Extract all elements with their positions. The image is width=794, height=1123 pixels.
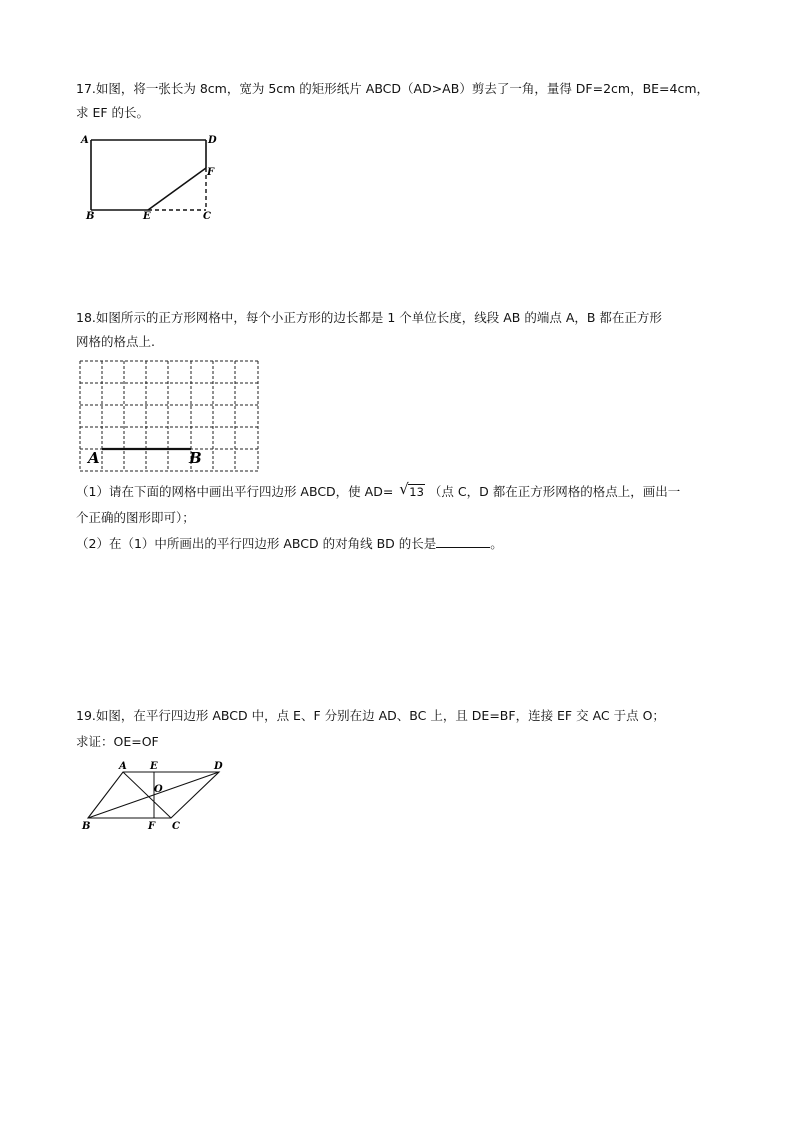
q18-text-line1: 18.如图所示的正方形网格中，每个小正方形的边长都是 1 个单位长度，线段 AB 的端点 A，B 都在正方形 — [76, 310, 662, 325]
q18-grid-figure — [78, 359, 262, 475]
q19-label-e: E — [150, 761, 158, 772]
q19-label-o: O — [154, 784, 163, 795]
q17-label-a: A — [81, 135, 89, 146]
q18-grid-lines — [80, 361, 258, 471]
q18-part1-text-before: （1）请在下面的网格中画出平行四边形 ABCD，使 AD= — [76, 484, 394, 499]
q17-label-e: E — [143, 211, 151, 222]
q17-text-line2: 求 EF 的长。 — [76, 105, 150, 120]
q19-label-c: C — [172, 821, 180, 832]
q17-label-f: F — [207, 167, 215, 178]
q17-rectangle-figure — [78, 130, 223, 222]
q19-label-f: F — [148, 821, 156, 832]
q18-text-line2: 网格的格点上. — [76, 334, 155, 349]
q18-part1-line1 — [76, 480, 681, 500]
q17-label-b: B — [86, 211, 95, 222]
q18-part2-line — [76, 535, 503, 552]
q18-sqrt-13: √ 13 — [399, 480, 424, 499]
q18-sqrt-radicand: 13 — [409, 485, 424, 499]
q17-label-d: D — [208, 135, 217, 146]
q18-part2-text-before: （2）在（1）中所画出的平行四边形 ABCD 的对角线 BD 的长是 — [76, 536, 437, 551]
q19-label-a: A — [119, 761, 127, 772]
q19-text-line1: 19.如图，在平行四边形 ABCD 中，点 E、F 分别在边 AD、BC 上，且 DE=BF，连接 EF 交 AC 于点 O； — [76, 708, 665, 723]
q17-text-line1: 17.如图，将一张长为 8cm，宽为 5cm 的矩形纸片 ABCD（AD>AB）剪去了一角，量得 DF=2cm，BE=4cm， — [76, 81, 710, 96]
q18-label-a: A — [88, 449, 100, 467]
q19-label-b: B — [82, 821, 91, 832]
q19-parallelogram-figure — [78, 758, 238, 836]
q17-label-c: C — [203, 211, 211, 222]
q18-answer-blank[interactable] — [436, 535, 490, 548]
q18-label-b: B — [189, 449, 202, 467]
q19-label-d: D — [214, 761, 223, 772]
q19-text-line2: 求证：OE=OF — [76, 734, 159, 749]
q18-part1-text-after: （点 C，D 都在正方形网格的格点上，画出一 — [428, 484, 681, 499]
q18-part2-text-after: 。 — [490, 536, 503, 551]
q18-part1-line2: 个正确的图形即可）； — [76, 510, 195, 525]
